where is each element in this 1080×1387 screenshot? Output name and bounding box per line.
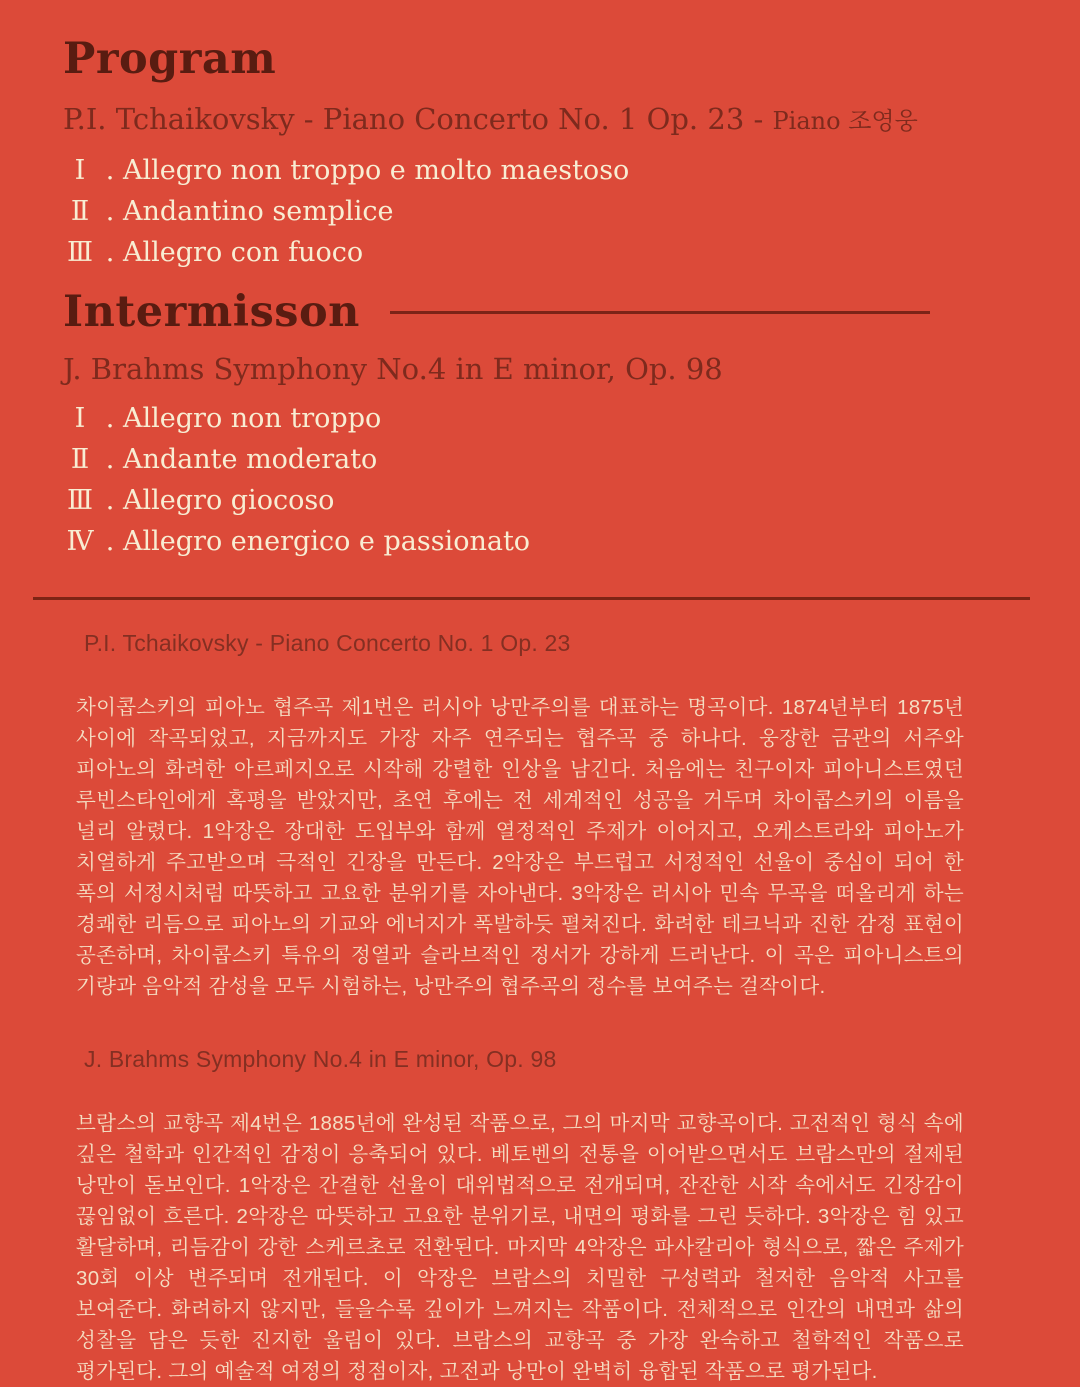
movement-title: Allegro non troppo e molto maestoso	[123, 155, 630, 186]
note-body: 브람스의 교향곡 제4번은 1885년에 완성된 작품으로, 그의 마지막 교향곡이다. 고전적인 형식 속에 깊은 철학과 인간적인 감정이 응축되어 있다. 베토벤의 전통을 이어받으면서도 브람스만의 절제된 낭만이 돋보인다. 1악장은 간결한 선율이 대위법적으로 전개되며, 잔잔한 시작 속에서도 긴장감이 끊임없이 흐른다. 2악장은 따뜻하고 고요한 분위기로, 내면의 평화를 그린 듯하다. 3악장은 힘 있고 활달하며, 리듬감이 강한 스케르초로 전환된다. 마지막 4악장은 파사칼리아 형식으로, 짧은 주제가 30회 이상 변주되며 전개된다. 이 악장은 브람스의 치밀한 구성력과 철저한 음악적 사고를 보여준다. 화려하지 않지만, 들을수록 깊이가 느껴지는 작품이다. 전체적으로 인간의 내면과 삶의 성찰을 담은 듯한 진지한 울림이 있다. 브람스의 교향곡 중 가장 완숙하고 철학적인 작품으로 평가된다. 그의 예술적 여정의 정점이자, 고전과 낭만이 완벽히 융합된 작품으로 평가된다.	[76, 1112, 964, 1383]
movement-dot: .	[105, 526, 115, 557]
tchaikovsky-note	[76, 630, 964, 1002]
movement-title: Allegro con fuoco	[123, 237, 364, 268]
work-name: J. Brahms Symphony No.4 in E minor, Op. 98	[63, 352, 723, 386]
movement-numeral: Ⅰ	[74, 403, 86, 434]
tchaikovsky-work-line	[63, 103, 1010, 137]
section-divider	[33, 597, 1030, 600]
movement-numeral: Ⅱ	[70, 444, 90, 475]
movement-item	[63, 521, 1010, 562]
movement-item	[63, 480, 1010, 521]
movement-title: Allegro non troppo	[123, 403, 382, 434]
note-heading: J. Brahms Symphony No.4 in E minor, Op. 98	[84, 1046, 557, 1072]
program-title: Program	[63, 34, 277, 84]
movement-numeral: Ⅲ	[66, 485, 94, 516]
intermission-rule	[390, 311, 930, 314]
work-name: P.I. Tchaikovsky - Piano Concerto No. 1 Op. 23	[63, 102, 745, 136]
intermission-row	[63, 289, 1010, 335]
brahms-listing	[63, 353, 1010, 562]
brahms-note	[76, 1046, 964, 1387]
movement-dot: .	[105, 196, 115, 227]
movement-title: Allegro giocoso	[123, 485, 335, 516]
movement-item	[63, 232, 1010, 273]
program-notes	[76, 630, 964, 1387]
movement-item	[63, 150, 1010, 191]
movement-item	[63, 439, 1010, 480]
movement-numeral: Ⅱ	[70, 196, 90, 227]
program-listing	[63, 36, 1010, 562]
movement-dot: .	[105, 237, 115, 268]
note-heading: P.I. Tchaikovsky - Piano Concerto No. 1 Op. 23	[84, 630, 571, 656]
movement-dot: .	[105, 444, 115, 475]
brahms-work-line	[63, 353, 1010, 385]
work-performer: Piano 조영웅	[772, 107, 918, 135]
movement-dot: .	[105, 155, 115, 186]
movement-numeral: Ⅳ	[66, 526, 94, 557]
movement-title: Andantino semplice	[123, 196, 394, 227]
note-body: 차이콥스키의 피아노 협주곡 제1번은 러시아 낭만주의를 대표하는 명곡이다. 1874년부터 1875년 사이에 작곡되었고, 지금까지도 가장 자주 연주되는 협주곡 중 하나다. 웅장한 금관의 서주와 피아노의 화려한 아르페지오로 시작해 강렬한 인상을 남긴다. 처음에는 친구이자 피아니스트였던 루빈스타인에게 혹평을 받았지만, 초연 후에는 전 세계적인 성공을 거두며 차이콥스키의 이름을 널리 알렸다. 1악장은 장대한 도입부와 함께 열정적인 주제가 이어지고, 오케스트라와 피아노가 치열하게 주고받으며 극적인 긴장을 만든다. 2악장은 부드럽고 서정적인 선율이 중심이 되어 한 폭의 서정시처럼 따뜻하고 고요한 분위기를 자아낸다. 3악장은 러시아 민속 무곡을 떠올리게 하는 경쾌한 리듬으로 피아노의 기교와 에너지가 폭발하듯 펼쳐진다. 화려한 테크닉과 진한 감정 표현이 공존하며, 차이콥스키 특유의 정열과 슬라브적인 정서가 강하게 드러난다. 이 곡은 피아니스트의 기량과 음악적 감성을 모두 시험하는, 낭만주의 협주곡의 정수를 보여주는 걸작이다.	[76, 696, 964, 998]
brahms-movements	[63, 398, 1010, 562]
movement-title: Andante moderato	[123, 444, 378, 475]
movement-item	[63, 191, 1010, 232]
movement-dot: .	[105, 485, 115, 516]
movement-dot: .	[105, 403, 115, 434]
intermission-title: Intermisson	[63, 287, 360, 337]
movement-item	[63, 398, 1010, 439]
work-separator: -	[744, 102, 773, 136]
movement-numeral: Ⅰ	[74, 155, 86, 186]
movement-numeral: Ⅲ	[66, 237, 94, 268]
tchaikovsky-movements	[63, 150, 1010, 273]
movement-title: Allegro energico e passionato	[123, 526, 531, 557]
